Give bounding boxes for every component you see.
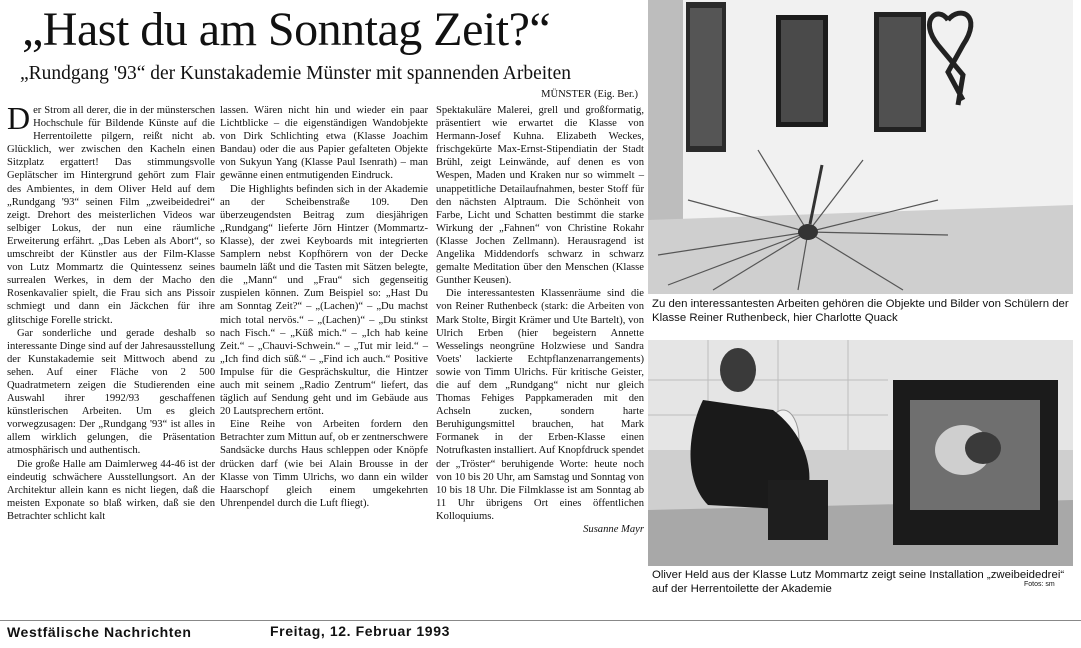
paragraph: Die große Halle am Daimlerweg 44-46 ist der eindeutig schwächere Ausstellungsort. An der Architektur allein kann es nicht liegen, daß die meisten Exponate so blaß wirken, daß sie den Betrachter schlicht kalt xyxy=(7,458,215,522)
publication-date: Freitag, 12. Februar 1993 xyxy=(270,623,450,639)
article-column-1 xyxy=(7,100,215,523)
paragraph: lassen. Wären nicht hin und wieder ein paar Lichtblicke – die eigenständigen Wandobjekte von Dirk Schlichting etwa (Klasse Joachim Bandau) oder die aus Papier gefalteten Objekte von Sukyun Yang (Klasse Paul Isenrath) – man gewänne einen entmutigenden Eindruck. xyxy=(220,105,428,182)
subheadline: „Rundgang '93“ der Kunstakademie Münster mit spannenden Arbeiten xyxy=(20,63,571,84)
paragraph: Die interessantesten Klassenräume sind die von Reiner Ruthenbeck (stark: die Arbeiten von Mark Stolte, Birgit Krämer und Ute Bartelt), von Ulrich Erben (hier begeistern Annette Wesselings neongrüne Holzwiese und Sandra Voets' lackierte Echtpflanzenarrangements) sowie von Timm Ulrichs. Für kritische Geister, die auf dem „Rundgang“ nicht nur gleich Thomas Fehiges Pappkameraden mit den Achseln zucken, sondern harte Beruhigungsmittel brauchen, hat Mark Formanek in der Erben-Klasse einen Notrufkasten installiert. Auf Knopfdruck spendet der „Tröster“ beruhigende Worte: heute noch von 10 bis 20 Uhr, am Samstag und Sonntag von 10 bis 18 Uhr. Die Filmklasse ist am Sonntag ab 11 Uhr übrigens Ort eines öffentlichen Kolloquiums. xyxy=(436,288,645,522)
paragraph: Spektakuläre Malerei, grell und großformatig, präsentiert wie erwartet die Klasse von Hermann-Josef Kuhna. Elizabeth Weckes, frischgekürte Max-Ernst-Stipendiatin der Stadt Brühl, zeigt Leinwände, auf denen es von Wespen, Maden und Kraken nur so wimmelt – unappetitliche Detailaufnahmen, bester Stoff für den nächsten Alptraum. Die Schönheit von Farbe, Licht und Schatten bestimmt die starke Wirkung der „Fahnen“ von Christine Rokahr (Klasse Jochen Zellmann). Herausragend ist Angelika Middendorfs schwarz in schwarz gemalte Meditation über den Menschen (Klasse Gunther Keusen). xyxy=(436,105,644,287)
footer-rule xyxy=(0,620,1081,621)
paragraph-text: er Strom all derer, die in der münsterschen Hochschule für Bildende Künste auf die Herrentoilette pilgern, reißt nicht ab. Glücklich, wer zwischen den Kacheln einen Sitzplatz ergattert! Das stimmungsvolle Geplätscher im Hintergrund gehört zum Flair des Ambientes, in dem Oliver Held auf dem „Rundgang '93“ seinen Film „zweibeidedrei“ zeigt. Drehort des meisterlichen Videos war selbiger Lokus, der nun eine räumliche Erweiterung erfährt. „Das Leben als Abort“, so umschreibt der Künstler aus der Film-Klasse von Lutz Mommartz die Quintessenz seines surrealen Werkes, in dem der Macho den Rosenkavalier spielt, die Frau sich ans Pissoir schmiegt und dann ein Jäckchen für ihre glitschige Forelle strickt. xyxy=(7,105,215,326)
paragraph: Gar sonderliche und gerade deshalb so interessante Dinge sind auf der Jahresausstellung der Kunstakademie seit Mittwoch abend zu sehen. Auf einer Fläche von 2 500 Quadratmetern zeigen die Studierenden eine Auswahl ihrer 1992/93 geschaffenen künstlerischen Arbeiten. Um es gleich vorwegzusagen: Der „Rundgang '93“ ist alles in allem wirklich gelungen, die Präsentation atmosphärisch und authentisch. xyxy=(7,327,215,457)
paragraph xyxy=(7,100,215,327)
photo-caption-1: Zu den interessantesten Arbeiten gehören die Objekte und Bilder von Schülern der Klasse Reiner Ruthenbeck, hier Charlotte Quack xyxy=(652,298,1069,324)
photo-gallery-installation xyxy=(648,0,1073,294)
article-column-2 xyxy=(220,104,428,510)
photo-installation-illustration xyxy=(648,340,1073,566)
headline: „Hast du am Sonntag Zeit?“ xyxy=(22,3,551,56)
photo-video-installation xyxy=(648,340,1073,566)
author-signature: Susanne Mayr xyxy=(583,524,644,535)
article-column-3 xyxy=(436,104,644,536)
dateline: MÜNSTER (Eig. Ber.) xyxy=(541,89,638,100)
drop-cap: D xyxy=(7,100,31,136)
photo-caption-2: Oliver Held aus der Klasse Lutz Mommartz zeigt seine Installation „zweibeidedrei“ auf der Herrentoilette der Akademie xyxy=(652,569,1065,595)
photo-credit: Fotos: sm xyxy=(1024,581,1055,588)
photo-gallery-illustration xyxy=(648,0,1073,294)
newspaper-name: Westfälische Nachrichten xyxy=(7,624,192,640)
paragraph: Die Highlights befinden sich in der Akademie an der Scheibenstraße 109. Den überzeugendsten Beitrag zum diesjährigen „Rundgang“ lieferte Jörn Hintzer (Mommartz-Klasse), der zwei Keyboards mit integrierten Samplern nebst Kopfhörern von der Decke baumeln läßt und die Tasten mit Sätzen belegte, die „Mann“ und „Frau“ sich gegenseitig zuspielen können. Zum Beispiel so: „Hast Du am Sonntag Zeit?“ – „(Lachen)“ – „Du machst mich total nervös.“ – „(Lachen)“ – „Du stinkst nach Fisch.“ – „Küß mich.“ – „Ich hab keine Zeit.“ – „Chauvi-Schwein.“ – „Tut mir leid.“ – „Ich find dich süß.“ – „Find ich auch.“ Positive Impulse für die Gesprächskultur, die Hintzer auch mit seinem „Radio Zentrum“ liefert, das täglich auf Sendung geht und im Gebäude aus 20 Lautsprechern ertönt. xyxy=(220,183,428,418)
paragraph: Eine Reihe von Arbeiten fordern den Betrachter zum Mittun auf, ob er zentnerschwere Sandsäcke durchs Haus schleppen oder Knöpfe drücken darf (wie bei Alain Brousse in der Klasse von Timm Ulrichs, wo dann ein wilder Haarschopf gleich einem umgekehrten Uhrenpendel durch die Luft fliegt). xyxy=(220,419,428,509)
